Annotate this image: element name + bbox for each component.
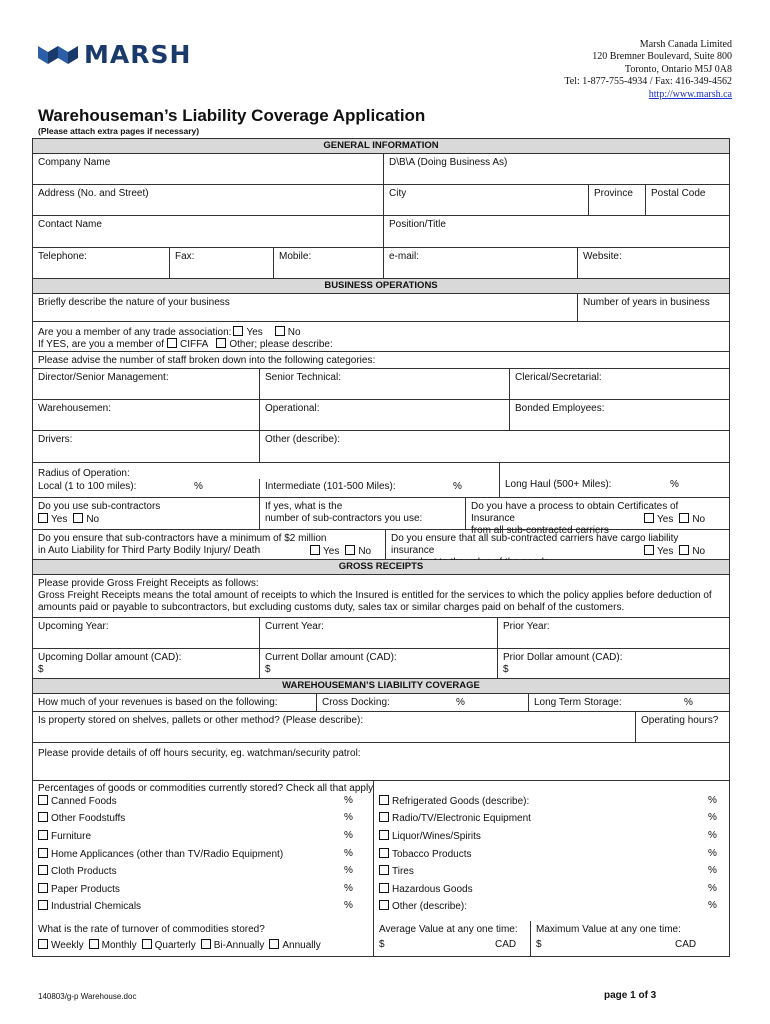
turnover-field: [33, 921, 373, 956]
turnover-checkbox[interactable]: [89, 939, 99, 949]
goods-label: Other Foodstuffs: [51, 813, 126, 824]
goods-label: Tobacco Products: [392, 849, 472, 860]
operating-hours-label: Operating hours?: [641, 715, 719, 726]
warehousemen-label: Warehousemen:: [38, 403, 111, 414]
subcontractors-yes-checkbox[interactable]: [38, 513, 48, 523]
security-field[interactable]: [33, 743, 729, 763]
director-field[interactable]: [33, 369, 259, 399]
yes-label: Yes: [51, 514, 68, 525]
company-name-label: Company Name: [38, 157, 111, 168]
goods-checkbox[interactable]: [379, 865, 389, 875]
maximum-value-field[interactable]: [530, 921, 729, 956]
certificates-field: [465, 498, 729, 536]
operational-label: Operational:: [265, 403, 320, 414]
storage-method-row: [32, 712, 730, 743]
goods-percent: %: [344, 900, 353, 911]
years-in-business-field[interactable]: [577, 294, 729, 321]
goods-item-left: [38, 865, 117, 878]
intermediate-percent: %: [453, 481, 462, 492]
long-haul-field[interactable]: [499, 463, 729, 497]
revenues-label: How much of your revenues is based on the following:: [38, 697, 278, 708]
goods-label: Paper Products: [51, 884, 120, 895]
turnover-checkbox[interactable]: [269, 939, 279, 949]
fax-label: Fax:: [175, 251, 195, 262]
turnover-checkbox[interactable]: [142, 939, 152, 949]
email-field[interactable]: [383, 248, 577, 278]
minimum-liability-field: [33, 530, 385, 559]
goods-percent: %: [344, 883, 353, 894]
goods-percent: %: [344, 830, 353, 841]
prior-amount-field[interactable]: [497, 649, 729, 678]
number-label-2: number of sub-contractors you use:: [265, 513, 423, 524]
goods-divider: [373, 781, 374, 921]
document-id: 140803/g-p Warehouse.doc: [38, 992, 137, 1001]
marsh-logo: [38, 40, 191, 69]
goods-item-left: [38, 900, 141, 913]
senior-technical-field[interactable]: [259, 369, 509, 399]
minimum-yes-checkbox[interactable]: [310, 545, 320, 555]
other-staff-label: Other (describe):: [265, 434, 341, 445]
maximum-value-label: Maximum Value at any one time:: [536, 924, 681, 935]
prior-year-field[interactable]: [497, 618, 729, 648]
no-label: No: [692, 514, 706, 525]
long-term-label: Long Term Storage:: [534, 697, 622, 708]
marsh-logo-icon: [38, 44, 78, 66]
email-label: e-mail:: [389, 251, 420, 262]
goods-checkbox[interactable]: [38, 812, 48, 822]
goods-checkbox[interactable]: [379, 900, 389, 910]
cross-docking-label: Cross Docking:: [322, 697, 390, 708]
membership-label: If YES, are you a member of: [38, 339, 164, 350]
cargo-label-1: Do you ensure that all sub-contracted carriers have cargo liability insurance: [391, 533, 679, 556]
number-of-subcontractors-field[interactable]: [259, 498, 465, 529]
long-haul-label: Long Haul (500+ Miles):: [505, 479, 612, 490]
upcoming-amount-field[interactable]: [33, 649, 259, 678]
phone-row: [32, 248, 730, 279]
operating-hours-field[interactable]: [635, 712, 729, 742]
goods-label: Industrial Chemicals: [51, 901, 142, 912]
website-label: Website:: [583, 251, 622, 262]
goods-question: Percentages of goods or commodities currently stored? Check all that apply: [38, 783, 374, 794]
subcontractors-label: Do you use sub-contractors: [38, 501, 161, 512]
goods-item-right: [379, 795, 529, 808]
subcontractors-row: [32, 498, 730, 536]
address-line: 120 Bremner Boulevard, Suite 800: [592, 51, 732, 63]
goods-label: Hazardous Goods: [392, 884, 473, 895]
local-field[interactable]: [38, 481, 136, 493]
clerical-field[interactable]: [509, 369, 729, 399]
city-label: City: [389, 188, 407, 199]
page-subtitle: (Please attach extra pages if necessary): [38, 126, 200, 136]
goods-item-right: [379, 883, 473, 896]
other-association-checkbox[interactable]: [216, 338, 226, 348]
dollar-sign: $: [536, 939, 542, 950]
goods-item-left: [38, 883, 120, 896]
dollar-sign: $: [379, 939, 385, 950]
minimum-label-1: Do you ensure that sub-contractors have a minimum of $2 million: [38, 533, 327, 544]
bonded-label: Bonded Employees:: [515, 403, 605, 414]
insurance-row: [32, 530, 730, 560]
address-row: [32, 185, 730, 216]
business-row: [32, 294, 730, 322]
senior-technical-label: Senior Technical:: [265, 372, 341, 383]
goods-label: Liquor/Wines/Spirits: [392, 831, 481, 842]
average-value-field[interactable]: [373, 921, 530, 956]
cargo-no-checkbox[interactable]: [679, 545, 689, 555]
subcontractors-field: [33, 498, 259, 529]
minimum-options: [310, 545, 371, 558]
cross-docking-field[interactable]: [316, 694, 528, 711]
membership-question: [38, 338, 333, 351]
average-value-label: Average Value at any one time:: [379, 924, 518, 935]
no-label: No: [692, 546, 706, 557]
drivers-label: Drivers:: [38, 434, 73, 445]
goods-percent: %: [708, 812, 717, 823]
drivers-field[interactable]: [33, 431, 259, 462]
address-line: Toronto, Ontario M5J 0A8: [624, 63, 732, 75]
no-label: No: [86, 514, 100, 525]
turnover-checkbox[interactable]: [38, 939, 48, 949]
dollar-sign: $: [265, 664, 271, 675]
goods-item-right: [379, 900, 467, 913]
yes-label: Yes: [246, 327, 263, 338]
upcoming-year-field[interactable]: [33, 618, 259, 648]
clerical-label: Clerical/Secretarial:: [515, 372, 602, 383]
gross-definition-line-1: Gross Freight Receipts means the total amount of receipts to which the Insured is entitled for the services to which the policy applies before deduction of: [38, 590, 712, 601]
company-name-field[interactable]: [33, 154, 383, 184]
prior-amount-label: Prior Dollar amount (CAD):: [503, 652, 623, 663]
postal-code-label: Postal Code: [651, 188, 706, 199]
address-label: Address (No. and Street): [38, 188, 149, 199]
dollar-sign: $: [38, 664, 44, 675]
dba-label: D\B\A (Doing Business As): [389, 157, 508, 168]
cargo-options: [644, 545, 705, 558]
goods-checkbox[interactable]: [38, 900, 48, 910]
turnover-option-label: Monthly: [101, 940, 137, 951]
section-business-heading: BUSINESS OPERATIONS: [32, 279, 730, 294]
storage-method-label: Is property stored on shelves, pallets or other method? (Please describe):: [38, 715, 364, 726]
staff-row-3: [32, 431, 730, 463]
long-term-storage-field[interactable]: [528, 694, 729, 711]
certificates-yes-checkbox[interactable]: [644, 513, 654, 523]
minimum-no-checkbox[interactable]: [345, 545, 355, 555]
bonded-field[interactable]: [509, 400, 729, 430]
long-haul-percent: %: [670, 479, 679, 490]
years-in-business-label: Number of years in business: [583, 297, 710, 308]
years-row: [32, 618, 730, 649]
no-label: No: [358, 546, 372, 557]
goods-percent: %: [344, 795, 353, 806]
upcoming-amount-label: Upcoming Dollar amount (CAD):: [38, 652, 182, 663]
turnover-option-label: Weekly: [51, 940, 84, 951]
goods-item-right: [379, 865, 414, 878]
amounts-row: [32, 649, 730, 679]
cargo-yes-checkbox[interactable]: [644, 545, 654, 555]
security-label: Please provide details of off hours security, eg. watchman/security patrol:: [38, 748, 361, 759]
website-link[interactable]: http://www.marsh.ca: [648, 88, 732, 100]
goods-percent: %: [344, 865, 353, 876]
goods-percent: %: [708, 900, 717, 911]
goods-block: [32, 781, 730, 921]
brand-name: MARSH: [84, 40, 192, 69]
company-row: [32, 154, 730, 185]
goods-checkbox[interactable]: [38, 795, 48, 805]
dba-field[interactable]: [383, 154, 729, 184]
goods-item-left: [38, 830, 91, 843]
current-year-label: Current Year:: [265, 621, 324, 632]
long-term-percent: %: [684, 697, 693, 708]
goods-item-left: [38, 848, 283, 861]
page-title: Warehouseman’s Liability Coverage Application: [38, 106, 426, 125]
goods-item-left: [38, 795, 117, 808]
goods-checkbox[interactable]: [379, 883, 389, 893]
turnover-option-label: Bi-Annually: [213, 940, 265, 951]
turnover-checkbox[interactable]: [201, 939, 211, 949]
yes-label: Yes: [657, 546, 674, 557]
cross-docking-percent: %: [456, 697, 465, 708]
turnover-options: [38, 940, 321, 951]
goods-checkbox[interactable]: [38, 865, 48, 875]
company-address: [564, 39, 732, 101]
dollar-sign: $: [503, 664, 509, 675]
ciffa-checkbox[interactable]: [167, 338, 177, 348]
turnover-option-label: Annually: [282, 940, 321, 951]
staff-question-row: [32, 352, 730, 369]
city-field[interactable]: [383, 185, 588, 215]
gross-intro-row: [32, 575, 730, 618]
goods-percent: %: [344, 812, 353, 823]
storage-method-field[interactable]: [33, 712, 635, 742]
no-label: No: [287, 327, 301, 338]
trade-association-row: [32, 322, 730, 352]
fax-field[interactable]: [169, 248, 273, 278]
section-coverage-heading: WAREHOUSEMAN’S LIABILITY COVERAGE: [32, 679, 730, 694]
revenues-question: [33, 694, 316, 711]
goods-checkbox[interactable]: [379, 812, 389, 822]
director-label: Director/Senior Management:: [38, 372, 169, 383]
radius-row: [32, 463, 730, 498]
current-amount-label: Current Dollar amount (CAD):: [265, 652, 397, 663]
business-description-label: Briefly describe the nature of your business: [38, 297, 230, 308]
goods-item-right: [379, 812, 531, 825]
certificates-label-1: Do you have a process to obtain Certificates of Insurance: [471, 501, 679, 524]
local-percent: %: [194, 481, 203, 492]
province-field[interactable]: [588, 185, 645, 215]
certificates-label-2: from all sub-contracted carriers: [471, 525, 609, 536]
goods-checkbox[interactable]: [38, 830, 48, 840]
goods-label: Home Applicances (other than TV/Radio Equipment): [51, 849, 284, 860]
goods-label: Other (describe):: [392, 901, 468, 912]
contact-name-field[interactable]: [33, 216, 383, 247]
goods-percent: %: [708, 883, 717, 894]
goods-percent: %: [708, 865, 717, 876]
goods-label: Refrigerated Goods (describe):: [392, 796, 530, 807]
position-label: Position/Title: [389, 219, 446, 230]
upcoming-year-label: Upcoming Year:: [38, 621, 109, 632]
local-label: Local (1 to 100 miles):: [38, 481, 137, 492]
certificates-no-checkbox[interactable]: [679, 513, 689, 523]
goods-checkbox[interactable]: [38, 883, 48, 893]
goods-percent: %: [708, 830, 717, 841]
telephone-field[interactable]: [33, 248, 169, 278]
certificates-options: [644, 513, 705, 526]
application-form: [32, 138, 730, 957]
yes-label: Yes: [323, 546, 340, 557]
goods-percent: %: [344, 848, 353, 859]
yes-label: Yes: [657, 514, 674, 525]
goods-label: Cloth Products: [51, 866, 117, 877]
radius-label: Radius of Operation:: [38, 468, 130, 479]
goods-label: Furniture: [51, 831, 92, 842]
goods-percent: %: [708, 795, 717, 806]
business-description-field[interactable]: [33, 294, 577, 321]
section-gross-heading: GROSS RECEIPTS: [32, 560, 730, 575]
current-year-field[interactable]: [259, 618, 497, 648]
website-field[interactable]: [577, 248, 729, 278]
address-field[interactable]: [33, 185, 383, 215]
other-association-label: Other; please describe:: [229, 339, 333, 350]
goods-percent: %: [708, 848, 717, 859]
turnover-row: [32, 921, 730, 957]
prior-year-label: Prior Year:: [503, 621, 550, 632]
contact-row: [32, 216, 730, 248]
goods-item-right: [379, 848, 472, 861]
goods-label: Canned Foods: [51, 796, 117, 807]
gross-definition-line-2: amounts paid or payable to subcontractors, but excluding customs duty, sales tax or similar charges paid on behalf of the customers.: [38, 602, 625, 613]
mobile-label: Mobile:: [279, 251, 312, 262]
goods-checkbox[interactable]: [379, 795, 389, 805]
address-line: Tel: 1-877-755-4934 / Fax: 416-349-4562: [564, 76, 732, 88]
intermediate-field[interactable]: [259, 479, 499, 497]
goods-item-right: [379, 830, 481, 843]
goods-checkbox[interactable]: [379, 848, 389, 858]
security-row: [32, 743, 730, 781]
cad-label: CAD: [675, 939, 697, 950]
staff-row-1: [32, 369, 730, 400]
province-label: Province: [594, 188, 633, 199]
trade-question-label: Are you a member of any trade association:: [38, 327, 232, 338]
cad-label: CAD: [495, 939, 517, 950]
ciffa-label: CIFFA: [180, 339, 209, 350]
operational-field[interactable]: [259, 400, 509, 430]
goods-checkbox[interactable]: [379, 830, 389, 840]
position-field[interactable]: [383, 216, 729, 247]
staff-row-2: [32, 400, 730, 431]
revenues-row: [32, 694, 730, 712]
section-general-heading: GENERAL INFORMATION: [32, 139, 730, 154]
other-staff-field[interactable]: [259, 431, 729, 462]
goods-item-left: [38, 812, 125, 825]
address-line: Marsh Canada Limited: [639, 39, 732, 50]
trade-no-checkbox[interactable]: [275, 326, 285, 336]
subcontractors-no-checkbox[interactable]: [73, 513, 83, 523]
turnover-label: What is the rate of turnover of commodities stored?: [38, 924, 265, 935]
page-number: page 1 of 3: [604, 990, 657, 1001]
turnover-option-label: Quarterly: [154, 940, 196, 951]
gross-intro: [33, 575, 729, 617]
goods-label: Tires: [392, 866, 414, 877]
staff-question: Please advise the number of staff broken down into the following categories:: [38, 355, 376, 366]
goods-label: Radio/TV/Electronic Equipment: [392, 813, 531, 824]
contact-name-label: Contact Name: [38, 219, 102, 230]
number-label-1: If yes, what is the: [265, 501, 343, 512]
cargo-liability-field: [385, 530, 729, 559]
goods-checkbox[interactable]: [38, 848, 48, 858]
telephone-label: Telephone:: [38, 251, 87, 262]
current-amount-field[interactable]: [259, 649, 497, 678]
minimum-label-2: in Auto Liability for Third Party Bodily Injury/ Death: [38, 545, 261, 556]
trade-yes-checkbox[interactable]: [233, 326, 243, 336]
intermediate-label: Intermediate (101-500 Miles):: [265, 481, 396, 492]
mobile-field[interactable]: [273, 248, 383, 278]
gross-intro-line: Please provide Gross Freight Receipts as follows:: [38, 578, 259, 589]
warehousemen-field[interactable]: [33, 400, 259, 430]
postal-code-field[interactable]: [645, 185, 729, 215]
